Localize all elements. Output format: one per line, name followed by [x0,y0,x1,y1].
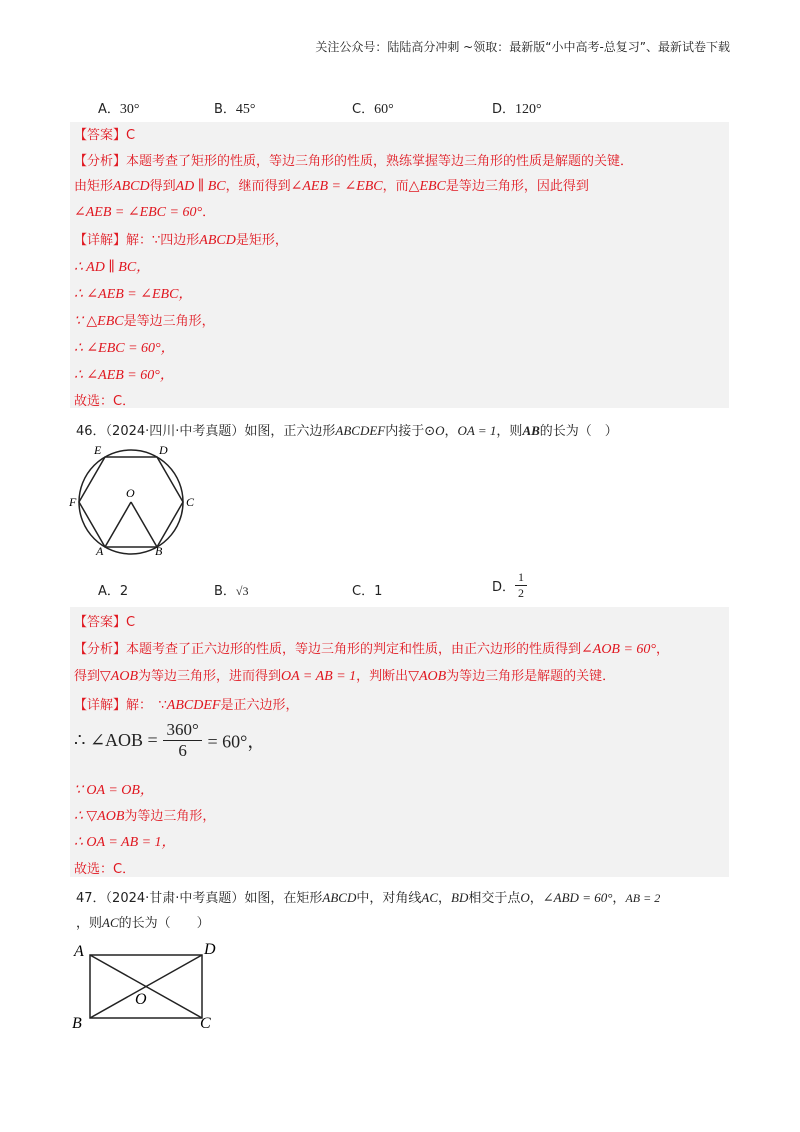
q45-option-c: C．60° [352,102,394,117]
q46-detail-5: ∴ OA = AB = 1， [74,835,176,850]
label-o: O [135,991,147,1008]
q46-stem: 46．（2024·四川·中考真题）如图，正六边形ABCDEF内接于⊙O，OA = 1，则AB的长为（ ） [76,423,618,439]
q46-detail-3: ∵ OA = OB， [74,783,154,798]
q46-option-a: A．2 [98,584,129,599]
q46-hexagon-figure [66,442,206,560]
q45-detail-3: ∴ ∠AEB = ∠EBC， [74,287,193,302]
q46-option-b: B．√3 [214,584,249,599]
label-f: F [69,495,77,509]
q46-analysis-1: 【分析】本题考查了正六边形的性质，等边三角形的判定和性质，由正六边形的性质得到∠AOB = 60°， [74,642,670,657]
label-c: C [200,1015,211,1032]
q47-rectangle-figure [66,938,226,1034]
label-a: A [74,943,84,960]
q46-detail-1: 【详解】解： ∵ABCDEF是正六边形， [74,698,299,713]
q45-detail-2: ∴ AD ∥ BC， [74,260,151,275]
label-c: C [186,495,195,509]
label-b: B [72,1015,82,1032]
q45-analysis-1: 【分析】本题考查了矩形的性质，等边三角形的性质，熟练掌握等边三角形的性质是解题的关键． [74,154,634,169]
label-a: A [96,544,104,558]
q45-answer-box [70,122,729,408]
q46-analysis-2: 得到▽AOB为等边三角形，进而得到OA = AB = 1，判断出▽AOB为等边三角形是解题的关键． [74,669,616,684]
q46-answer: 【答案】C [74,615,136,630]
q46-option-c: C．1 [352,584,383,599]
q46-detail-2: ∴ ∠AOB = $\frac{360^\circ}{6}$ = 60°， [74,720,266,760]
q45-option-b: B．45° [214,102,256,117]
q45-analysis-2: 由矩形ABCD得到AD ∥ BC，继而得到∠AEB = ∠EBC，而△EBC是等边三角形，因此得到 [74,179,589,194]
q46-choose: 故选：C． [74,862,136,877]
segment-oa [105,502,131,547]
q46-answer-box [70,607,729,877]
q47-stem-1: 47．（2024·甘肃·中考真题）如图，在矩形ABCD中，对角线AC，BD相交于点O，∠ABD = 60°，AB = 2 [76,890,661,906]
q45-detail-4: ∵ △EBC是等边三角形， [74,314,215,329]
label-o: O [126,486,135,500]
label-b: B [155,544,163,558]
label-d: D [204,941,216,958]
q45-detail-6: ∴ ∠AEB = 60°， [74,368,174,383]
label-e: E [94,443,102,457]
q45-option-a: A．30° [98,102,140,117]
q45-answer: 【答案】C [74,128,136,143]
q45-option-d: D．120° [492,102,542,117]
q45-choose: 故选：C． [74,394,136,409]
q47-stem-2: ，则AC的长为（ ） [76,915,210,931]
label-d: D [159,443,168,457]
q45-detail-5: ∴ ∠EBC = 60°， [74,341,175,356]
q46-detail-4: ∴ ▽AOB为等边三角形， [74,809,216,824]
segment-ob [131,502,157,547]
q46-option-d: D． $\frac{1}{2}$ [492,570,527,601]
q45-analysis-3: ∠AEB = ∠EBC = 60°． [74,205,216,220]
q45-detail-1: 【详解】解：∵四边形ABCD是矩形， [74,233,288,248]
page-header: 关注公众号：陆陆高分冲刺 ~领取：最新版“小中高考-总复习”、最新试卷下载 [315,40,730,54]
